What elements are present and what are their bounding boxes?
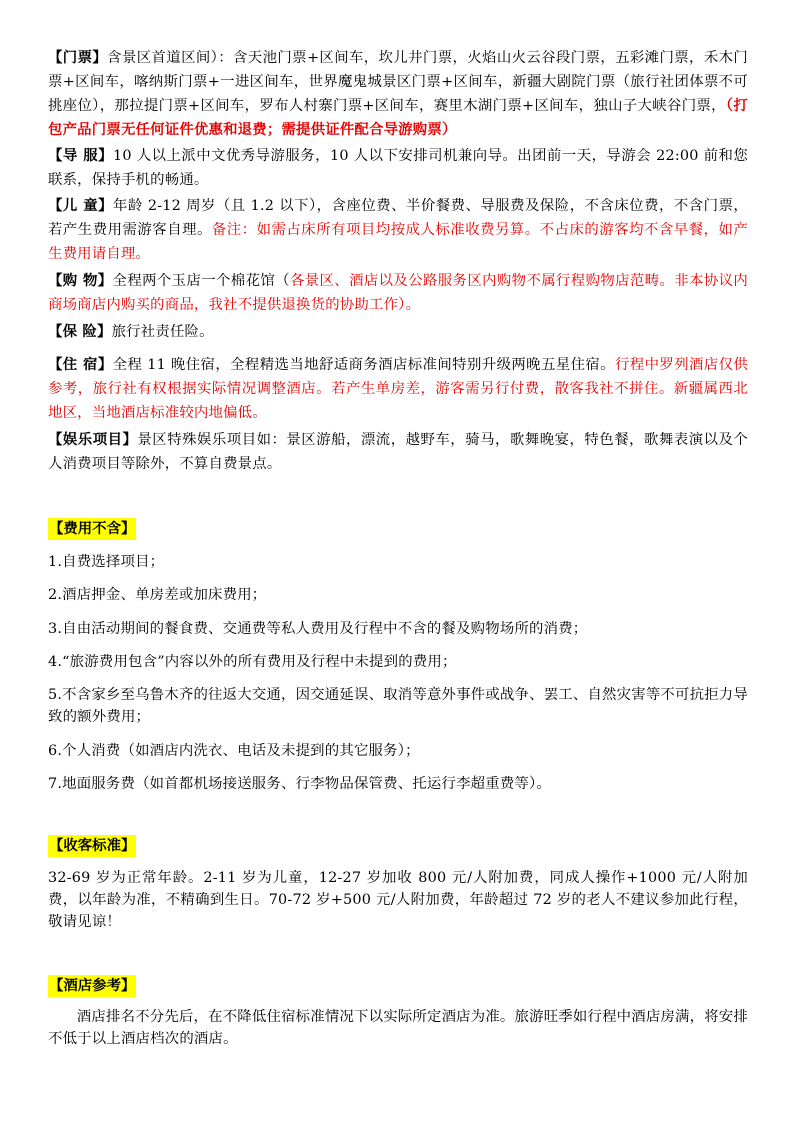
tickets-paragraph xyxy=(48,46,748,142)
insurance-paragraph xyxy=(48,320,748,344)
excluded-section-title: 【费用不含】 xyxy=(48,518,136,540)
entertainment-label: 【娱乐项目】 xyxy=(48,431,138,448)
shopping-text: 全程两个玉店一个棉花馆（ xyxy=(112,273,290,289)
lodging-note: 行程中罗列酒店仅供参考，旅行社有权根据实际情况调整酒店。若产生单房差，游客需另行付费，散客我社不拼住。新疆属西北地区，当地酒店标准较内地偏低。 xyxy=(48,357,748,421)
tickets-text: 含景区首道区间）：含天池门票+区间车，坎儿井门票，火焰山火云谷段门票，五彩滩门票，禾木门票+区间车，喀纳斯门票+一进区间车，世界魔鬼城景区门票+区间车，新疆大剧院门票（旅行社团体票不可挑座位），那拉提门票+区间车，罗布人村寨门票+区间车，赛里木湖门票+区间车，独山子大峡谷门票， xyxy=(48,50,748,114)
tickets-note: （打包产品门票无任何证件优惠和退费；需提供证件配合导游购票） xyxy=(48,97,748,138)
standards-section-title: 【收客标准】 xyxy=(48,835,136,857)
shopping-paragraph xyxy=(48,269,748,317)
children-paragraph xyxy=(48,194,748,266)
guide-text: 10 人以上派中文优秀导游服务，10 人以下安排司机兼向导。出团前一天，导游会 22:00 前和您联系，保持手机的畅通。 xyxy=(48,148,749,188)
excluded-item-1: 1.自费选择项目； xyxy=(48,554,165,570)
excluded-item-7: 7.地面服务费（如首都机场接送服务、行李物品保管费、托运行李超重费等）。 xyxy=(48,776,552,792)
shopping-label: 【购 物】 xyxy=(48,272,113,289)
excluded-item-6: 6.个人消费（如酒店内洗衣、电话及未提到的其它服务）； xyxy=(48,743,420,759)
insurance-text: 旅行社责任险。 xyxy=(111,324,214,340)
children-note: 备注：如需占床所有项目均按成人标准收费另算。不占床的游客均不含早餐，如产生费用请自理。 xyxy=(48,222,749,262)
lodging-paragraph xyxy=(48,353,748,425)
insurance-label: 【保 险】 xyxy=(48,323,112,340)
guide-label: 【导 服】 xyxy=(48,147,113,164)
children-text: 年龄 2-12 周岁（且 1.2 以下），含座位费、半价餐费、导服费及保险，不含床位费，不含门票，若产生费用需游客自理。 xyxy=(48,198,748,238)
hotels-section-title: 【酒店参考】 xyxy=(48,975,136,997)
shopping-note: 各景区、酒店以及公路服务区内购物不属行程购物店范畴。非本协议内商场商店内购买的商品，我社不提供退换货的协助工作）。 xyxy=(48,273,749,313)
standards-text: 32-69 岁为正常年龄。2-11 岁为儿童，12-27 岁加收 800 元/人附加费，同成人操作+1000 元/人附加费，以年龄为准，不精确到生日。70-72 岁+500 元/人附加费，年龄超过 72 岁的老人不建议参加此行程，敬请见谅！ xyxy=(48,870,748,930)
lodging-label: 【住 宿】 xyxy=(48,356,113,373)
excluded-item-5: 5.不含家乡至乌鲁木齐的往返大交通，因交通延误、取消等意外事件或战争、罢工、自然灾害等不可抗拒力导致的额外费用； xyxy=(48,687,748,725)
excluded-item-4: 4.“旅游费用包含”内容以外的所有费用及行程中未提到的费用； xyxy=(48,654,457,670)
entertainment-paragraph xyxy=(48,428,748,476)
hotels-text: 酒店排名不分先后，在不降低住宿标准情况下以实际所定酒店为准。旅游旺季如行程中酒店房满，将安排不低于以上酒店档次的酒店。 xyxy=(48,1009,748,1047)
entertainment-text: 景区特殊娱乐项目如：景区游船，漂流，越野车，骑马，歌舞晚宴，特色餐，歌舞表演以及个人消费项目等除外，不算自费景点。 xyxy=(48,432,749,472)
guide-paragraph xyxy=(48,144,748,192)
excluded-item-3: 3.自由活动期间的餐食费、交通费等私人费用及行程中不含的餐及购物场所的消费； xyxy=(48,621,588,637)
excluded-item-2: 2.酒店押金、单房差或加床费用； xyxy=(48,587,267,603)
tickets-label: 【门票】 xyxy=(48,49,108,66)
lodging-text: 全程 11 晚住宿，全程精选当地舒适商务酒店标准间特别升级两晚五星住宿。 xyxy=(112,357,615,373)
children-label: 【儿 童】 xyxy=(48,197,114,214)
